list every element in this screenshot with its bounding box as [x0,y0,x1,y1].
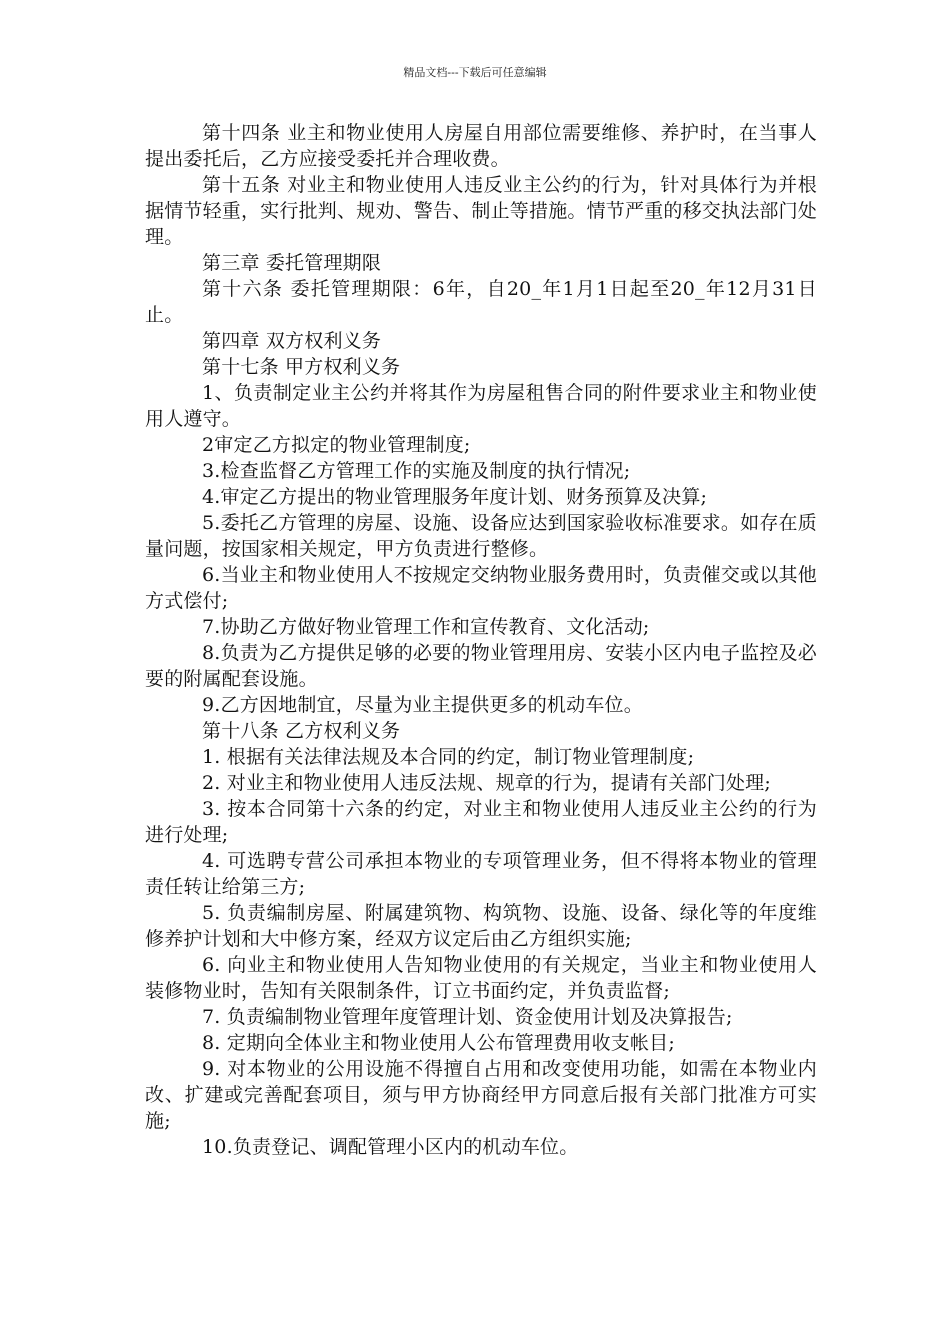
party-b-item-8: 8. 定期向全体业主和物业使用人公布管理费用收支帐目; [202,1032,675,1054]
party-b-item-4: 4. 可选聘专营公司承担本物业的专项管理业务，但不得将本物业的管理责任转让给第三方; [145,850,817,898]
party-b-item-9: 9. 对本物业的公用设施不得擅自占用和改变使用功能，如需在本物业内改、扩建或完善配套项目，须与甲方协商经甲方同意后报有关部门批准方可实施; [145,1058,817,1132]
party-b-item-1: 1. 根据有关法律法规及本合同的约定，制订物业管理制度; [202,746,695,768]
party-a-item-8: 8.负责为乙方提供足够的必要的物业管理用房、安装小区内电子监控及必要的附属配套设施。 [145,642,817,690]
party-a-item-9: 9.乙方因地制宜，尽量为业主提供更多的机动车位。 [202,694,643,716]
article-14: 第十四条 业主和物业使用人房屋自用部位需要维修、养护时，在当事人提出委托后，乙方应接受委托并合理收费。 [145,122,817,170]
party-b-item-2: 2. 对业主和物业使用人违反法规、规章的行为，提请有关部门处理; [202,772,771,794]
article-15: 第十五条 对业主和物业使用人违反业主公约的行为，针对具体行为并根据情节轻重，实行批判、规劝、警告、制止等措施。情节严重的移交执法部门处理。 [145,174,818,248]
chapter-4-heading: 第四章 双方权利义务 [202,330,382,352]
article-16: 第十六条 委托管理期限：6年，自20_年1月1日起至20_年12月31日止。 [145,278,817,326]
party-a-item-5: 5.委托乙方管理的房屋、设施、设备应达到国家验收标准要求。如存在质量问题，按国家相关规定，甲方负责进行整修。 [145,512,817,560]
article-17-heading: 第十七条 甲方权利义务 [202,356,401,378]
party-b-item-10: 10.负责登记、调配管理小区内的机动车位。 [202,1136,579,1158]
document-body [145,120,817,1160]
party-a-item-7: 7.协助乙方做好物业管理工作和宣传教育、文化活动; [202,616,650,638]
party-a-item-2: 2审定乙方拟定的物业管理制度; [202,434,471,456]
party-a-item-6: 6.当业主和物业使用人不按规定交纳物业服务费用时，负责催交或以其他方式偿付; [145,564,817,612]
party-b-item-6: 6. 向业主和物业使用人告知物业使用的有关规定，当业主和物业使用人装修物业时，告知有关限制条件，订立书面约定，并负责监督; [145,954,817,1002]
party-a-item-1: 1、负责制定业主公约并将其作为房屋租售合同的附件要求业主和物业使用人遵守。 [145,382,817,430]
party-b-item-7: 7. 负责编制物业管理年度管理计划、资金使用计划及决算报告; [202,1006,733,1028]
page-header: 精品文档---下载后可任意编辑 [403,66,547,79]
chapter-3-heading: 第三章 委托管理期限 [202,252,382,274]
party-b-item-5: 5. 负责编制房屋、附属建筑物、构筑物、设施、设备、绿化等的年度维修养护计划和大中修方案，经双方议定后由乙方组织实施; [145,902,817,950]
party-a-item-3: 3.检查监督乙方管理工作的实施及制度的执行情况; [202,460,631,482]
party-b-item-3: 3. 按本合同第十六条的约定，对业主和物业使用人违反业主公约的行为进行处理; [145,798,817,846]
article-18-heading: 第十八条 乙方权利义务 [202,720,401,742]
party-a-item-4: 4.审定乙方提出的物业管理服务年度计划、财务预算及决算; [202,486,708,508]
